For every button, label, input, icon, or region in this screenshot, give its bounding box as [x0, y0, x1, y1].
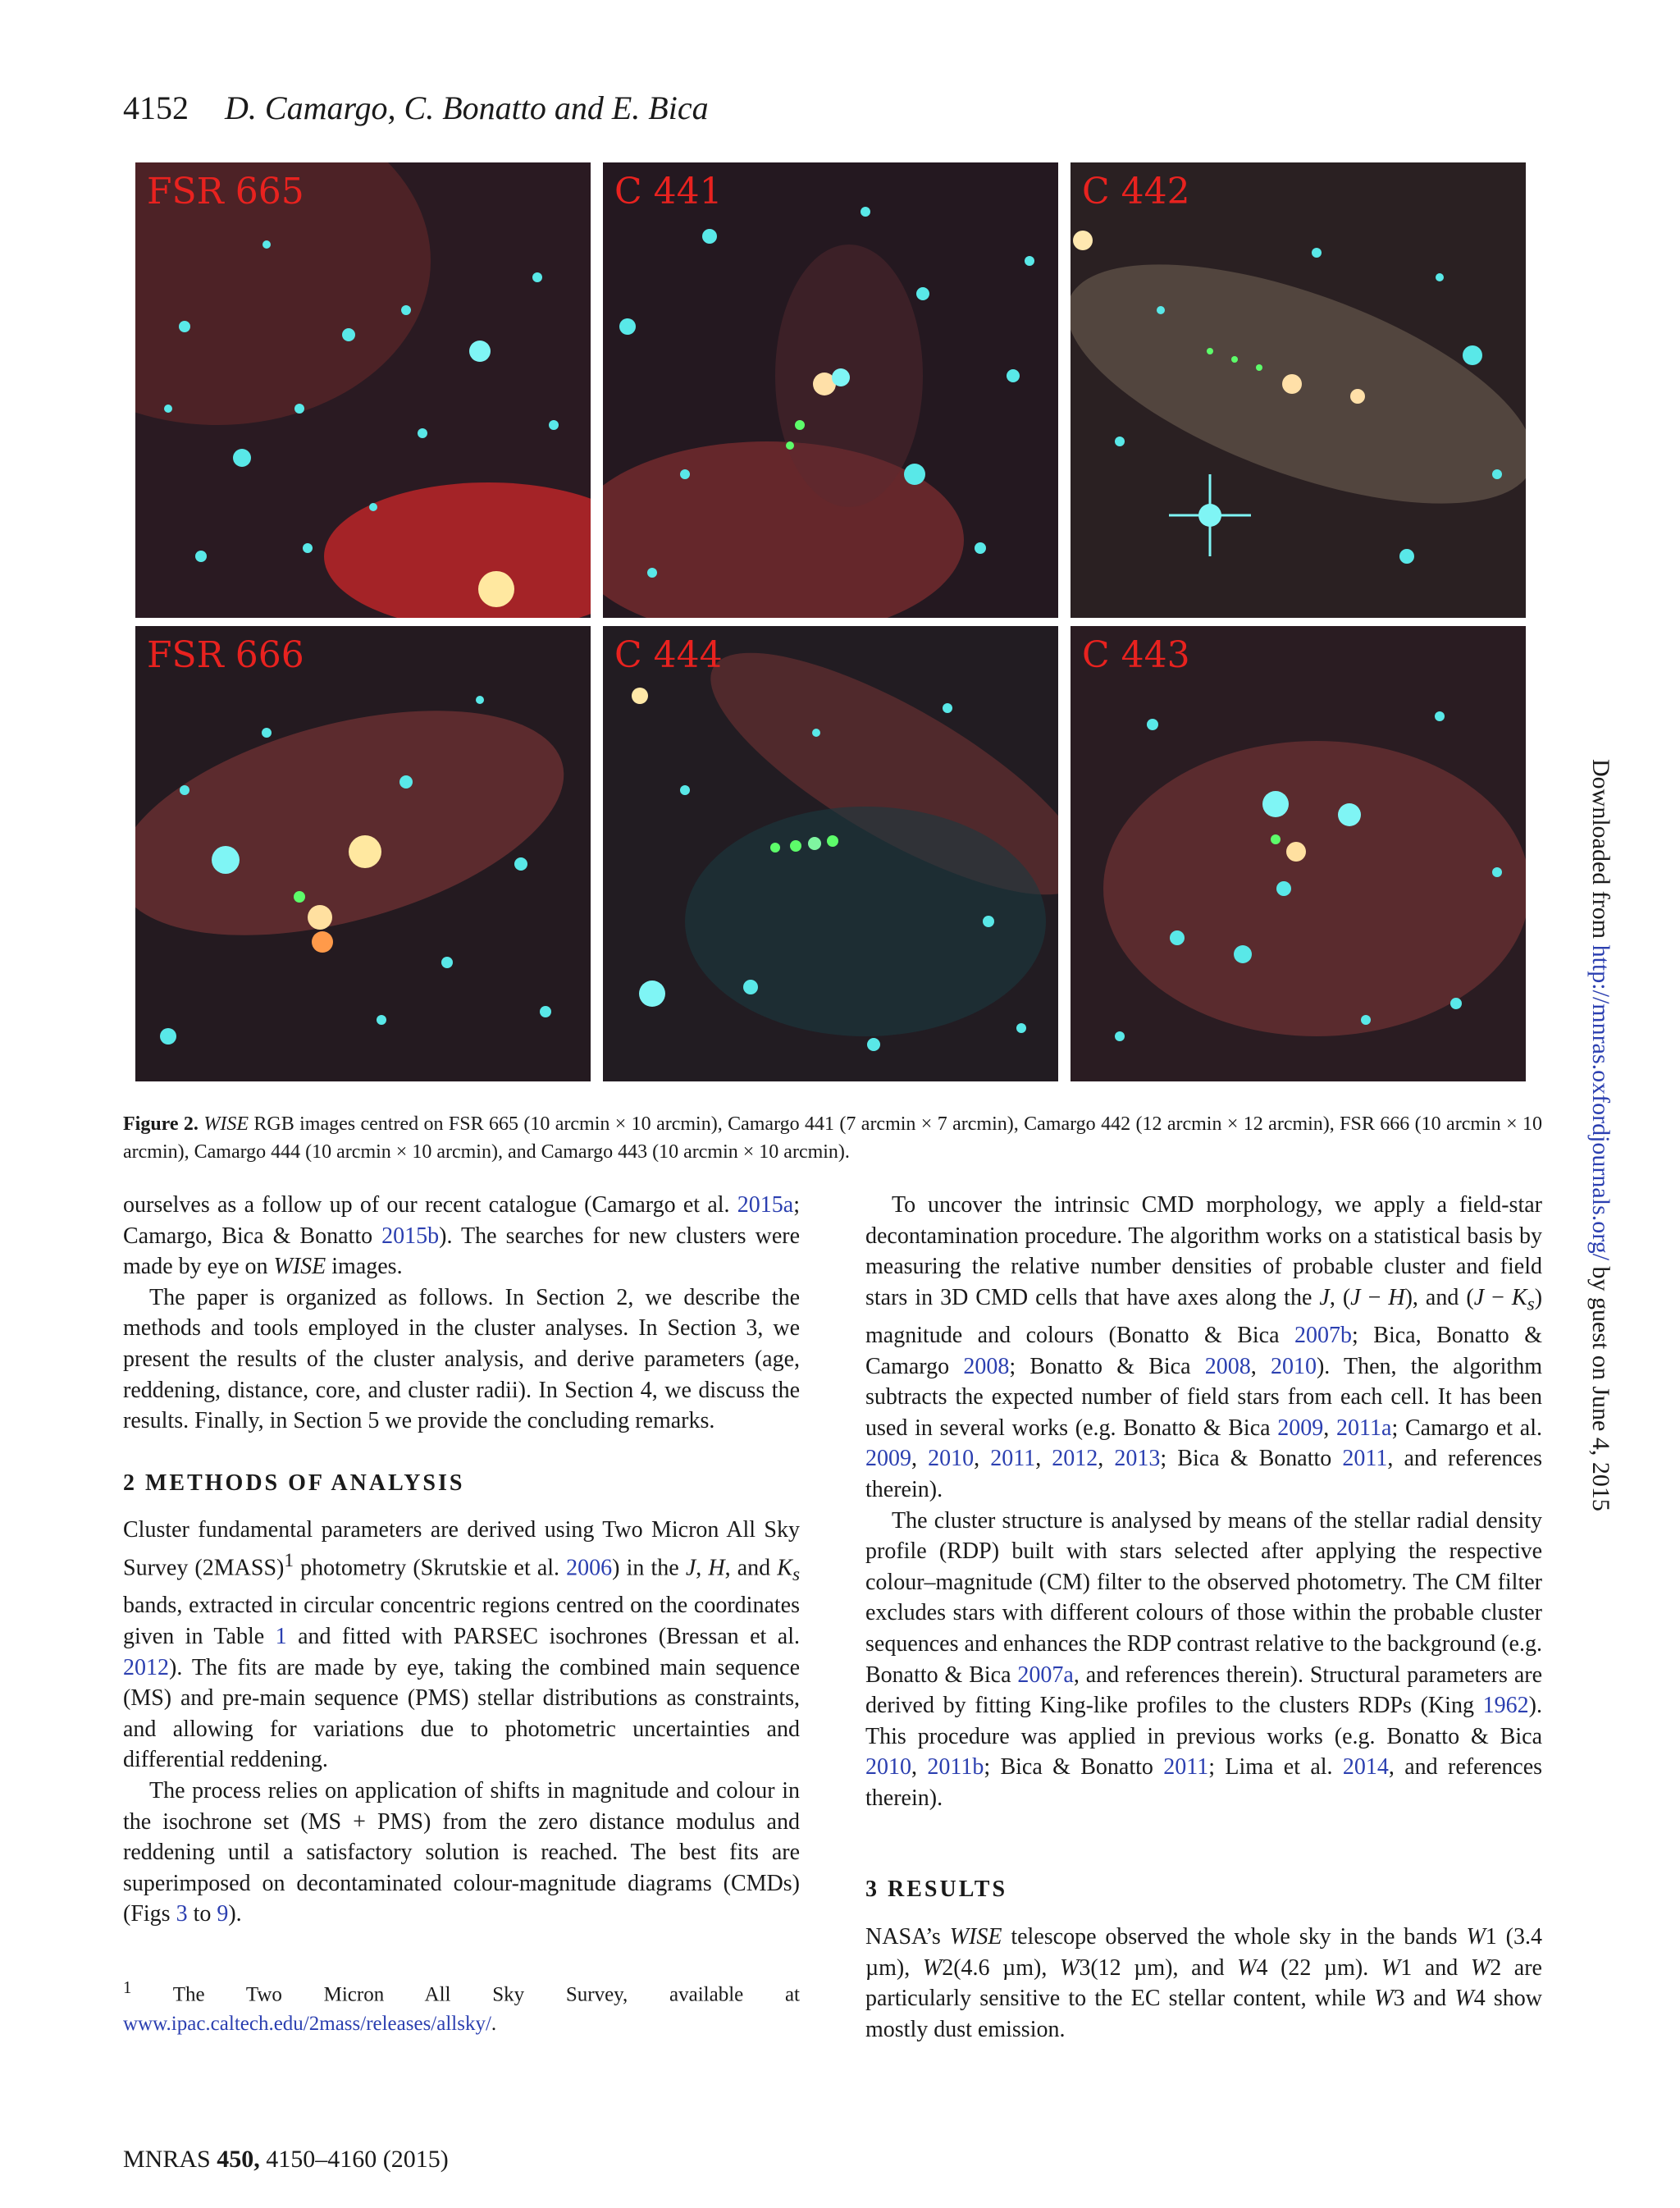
caption-text: RGB images centred on FSR 665 (10 arcmin × 10 arcmin), Camargo 441 (7 arcmin × 7 arcmin), Camargo 442 (12 arcmin × 12 arcmin), FSR 666 (10 arcmin × 10 arcmin), Camargo 444 (10 arcmin × 10 arcmin), and Camargo 443 (10 arcmin × 10 arcmin). — [123, 1113, 1542, 1163]
citation-link[interactable]: 2010 — [928, 1446, 975, 1472]
citation-link[interactable]: 2011b — [927, 1754, 984, 1781]
download-link[interactable]: http://mnras.oxfordjournals.org/ — [1587, 944, 1614, 1261]
image-panel-c442 — [1071, 162, 1526, 618]
text: ). Then, the algorithm subtracts the expected number of field stars from each cell. It has been used in several works (e.g. Bonatto & Bica — [865, 1353, 1542, 1441]
footnote — [123, 1973, 800, 2039]
citation-link[interactable]: 2011 — [1342, 1446, 1388, 1472]
sky-image-c442 — [1071, 162, 1526, 618]
text: telescope observed the whole sky in the bands — [1002, 1924, 1467, 1950]
text: ). The fits are made by eye, taking the combined main sequence (MS) and pre-main sequence (PMS) stellar distributions as constraints, and allowing for variations due to photometric uncertainties and differential reddening. — [123, 1654, 800, 1773]
running-authors: D. Camargo, C. Bonatto and E. Bica — [225, 89, 709, 126]
section-heading-2: 2 METHODS OF ANALYSIS — [123, 1470, 465, 1496]
left-column — [123, 1190, 800, 2039]
image-panel-c441 — [603, 162, 1058, 618]
text: J — [1473, 1284, 1485, 1310]
text: ; Camargo et al. — [1391, 1415, 1542, 1441]
text: 3(12 µm), and — [1079, 1954, 1238, 1981]
download-sidebar — [1586, 759, 1614, 1511]
citation-link[interactable]: 2012 — [123, 1654, 169, 1680]
figure-caption — [123, 1110, 1542, 1166]
text: 1 (3.4 µm), — [865, 1924, 1542, 1981]
citation-link[interactable]: 2008 — [1204, 1353, 1251, 1379]
text: , and references therein). — [865, 1446, 1542, 1502]
text: , — [1323, 1415, 1337, 1441]
paragraph: The paper is organized as follows. In Section 2, we describe the methods and tools employed in the cluster analyses. In Section 3, we present the results of the cluster analysis, and derive parameters (age, reddening, distance, core, and cluster radii). In Section 4, we discuss the results. Finally, in Section 5 we provide the concluding remarks. — [123, 1284, 800, 1434]
text: The Two Micron All Sky Survey, available at — [131, 1983, 800, 2006]
sky-image-c441 — [603, 162, 1058, 618]
text: H — [708, 1555, 725, 1581]
text: 2 are particularly sensitive to the EC stellar content, while — [865, 1954, 1542, 2012]
text: Cluster fundamental parameters are derived using Two Micron All Sky Survey (2MASS) — [123, 1517, 800, 1581]
caption-wise: WISE — [203, 1113, 249, 1135]
running-header — [123, 89, 709, 127]
text: images. — [326, 1254, 403, 1280]
paragraph — [123, 1515, 800, 1776]
text: , — [696, 1555, 709, 1581]
panel-label: C 443 — [1082, 634, 1190, 676]
text: H — [1388, 1284, 1405, 1310]
text: J — [685, 1555, 696, 1581]
text: The cluster structure is analysed by means of the stellar radial density profile (RDP) built with stars selected after applying the respective colour–magnitude (CM) filter to the observed photometry. The CM filter excludes stars with different colours of those within the probable cluster sequences and enhances the RDP contrast relative to the background (e.g. Bonatto & Bica — [865, 1507, 1542, 1688]
text: W — [1059, 1954, 1080, 1981]
text: , and references therein). — [865, 1754, 1543, 1811]
citation-link[interactable]: 2011 — [990, 1446, 1036, 1472]
sky-image-c443 — [1071, 626, 1526, 1081]
text: ourselves as a follow up of our recent catalogue (Camargo et al. — [123, 1192, 737, 1218]
text: ; Camargo, Bica & Bonatto — [123, 1192, 800, 1249]
citation-link[interactable]: 2009 — [865, 1446, 911, 1472]
panel-label: C 442 — [1082, 171, 1190, 213]
text: ). The searches for new clusters were made by eye on — [123, 1223, 800, 1280]
text: , — [974, 1446, 991, 1472]
citation-link[interactable]: 2007a — [1017, 1662, 1074, 1688]
citation-link[interactable]: 2015b — [381, 1223, 440, 1249]
citation-link[interactable]: 2011a — [1336, 1415, 1392, 1441]
text: W — [1374, 1986, 1394, 2012]
footnote-link[interactable]: www.ipac.caltech.edu/2mass/releases/allsky/ — [123, 2013, 491, 2036]
image-panel-fsr666 — [135, 626, 591, 1081]
text: ) magnitude and colours (Bonatto & Bica — [865, 1284, 1543, 1348]
text: 1 and — [1400, 1954, 1471, 1981]
text: 3 and — [1393, 1986, 1455, 2012]
text: Downloaded from — [1587, 759, 1614, 945]
text: W — [1237, 1954, 1257, 1981]
text: ) in the — [612, 1555, 686, 1581]
text: , — [1098, 1446, 1115, 1472]
text: , and references therein). Structural parameters are derived by fitting King-like profiles to the clusters RDPs (King — [865, 1662, 1542, 1719]
citation-link[interactable]: 2012 — [1052, 1446, 1098, 1472]
text: K — [777, 1555, 792, 1581]
text: WISE — [949, 1924, 1002, 1950]
page-number: 4152 — [123, 89, 189, 126]
journal-volume: 450, — [217, 2146, 260, 2173]
paragraph — [865, 1190, 1542, 1506]
text: bands, extracted in circular concentric regions centred on the coordinates given in Table — [123, 1593, 800, 1650]
text: . — [491, 2013, 497, 2036]
page-footer — [123, 2146, 449, 2174]
text: J — [1350, 1284, 1361, 1310]
citation-link[interactable]: 2009 — [1277, 1415, 1324, 1441]
right-column — [865, 1190, 1542, 2045]
citation-link[interactable]: 2015a — [737, 1192, 794, 1218]
text: s — [792, 1563, 801, 1585]
text: ). This procedure was applied in previous works (e.g. Bonatto & Bica — [865, 1693, 1542, 1749]
text: s — [1527, 1293, 1535, 1315]
text: To uncover the intrinsic CMD morphology, we apply a field-star decontamination procedure. The algorithm works on a statistical basis by measuring the relative number densities of probable cluster and field stars in 3D CMD cells that have axes along the — [865, 1192, 1542, 1310]
paragraph — [123, 1190, 800, 1282]
citation-link[interactable]: 2010 — [1270, 1353, 1317, 1379]
image-panel-c444 — [603, 626, 1058, 1081]
text: − — [1484, 1284, 1512, 1310]
text: photometry (Skrutskie et al. — [294, 1555, 567, 1581]
paragraph — [865, 1922, 1542, 2045]
text: , and — [724, 1555, 778, 1581]
sky-image-fsr666 — [135, 626, 591, 1081]
text: ; Bica, Bonatto & Camargo — [865, 1322, 1543, 1379]
citation-link[interactable]: 2013 — [1114, 1446, 1161, 1472]
text: The process relies on application of shifts in magnitude and colour in the isochrone set (MS + PMS) from the zero distance modulus and reddening until a satisfactory solution is reached. The best fits are superimposed on decontaminated colour-magnitude diagrams (CMDs) (Figs — [123, 1778, 800, 1927]
citation-link[interactable]: 2011 — [1163, 1754, 1209, 1781]
text: − — [1360, 1284, 1389, 1310]
text: by guest on June 4, 2015 — [1587, 1260, 1614, 1511]
sky-image-c444 — [603, 626, 1058, 1081]
citation-link[interactable]: 1962 — [1482, 1693, 1529, 1719]
panel-label: C 441 — [614, 171, 723, 213]
caption-label: Figure 2. — [123, 1113, 199, 1135]
table-link[interactable]: 1 — [275, 1624, 287, 1650]
citation-link[interactable]: 2008 — [963, 1353, 1010, 1379]
text: ). — [228, 1901, 242, 1927]
text: W — [1454, 1986, 1474, 2012]
text: 2(4.6 µm), — [942, 1954, 1060, 1981]
panel-label: FSR 666 — [147, 634, 304, 676]
text: W — [922, 1954, 943, 1981]
text: 4 (22 µm). — [1256, 1954, 1381, 1981]
text: , — [911, 1754, 928, 1781]
figure-link[interactable]: 9 — [217, 1901, 229, 1927]
text: ; Bica & Bonatto — [1160, 1446, 1343, 1472]
image-panel-fsr665 — [135, 162, 591, 618]
text: K — [1511, 1284, 1527, 1310]
text: W — [1470, 1954, 1491, 1981]
text: 4 show mostly dust emission. — [865, 1986, 1542, 2042]
text: , — [911, 1446, 929, 1472]
paragraph — [123, 1776, 800, 1930]
section-heading-3: 3 RESULTS — [865, 1877, 1008, 1903]
text: WISE — [273, 1254, 326, 1280]
sky-image-fsr665 — [135, 162, 591, 618]
text: J — [1319, 1284, 1330, 1310]
citation-link[interactable]: 2014 — [1342, 1754, 1389, 1781]
footnote-marker: 1 — [123, 1977, 132, 1997]
text: ; Bonatto & Bica — [1009, 1353, 1205, 1379]
text: ; Bica & Bonatto — [984, 1754, 1164, 1781]
text: W — [1466, 1924, 1486, 1950]
text: , ( — [1329, 1284, 1351, 1310]
figure-2 — [135, 162, 1526, 1081]
panel-label: C 444 — [614, 634, 723, 676]
text: ), and ( — [1404, 1284, 1474, 1310]
text: , — [1250, 1353, 1271, 1379]
text: ; Lima et al. — [1208, 1754, 1343, 1781]
text: and fitted with PARSEC isochrones (Bressan et al. — [286, 1624, 800, 1650]
panel-label: FSR 665 — [147, 171, 304, 213]
image-panel-c443 — [1071, 626, 1526, 1081]
text: W — [1381, 1954, 1401, 1981]
citation-link[interactable]: 2010 — [865, 1754, 911, 1781]
text: NASA’s — [865, 1924, 950, 1950]
citation-link[interactable]: 2007b — [1294, 1322, 1353, 1348]
citation-link[interactable]: 2006 — [566, 1555, 613, 1581]
text: to — [187, 1901, 217, 1927]
footnote-marker: 1 — [284, 1549, 294, 1571]
journal-name: MNRAS — [123, 2146, 217, 2173]
figure-link[interactable]: 3 — [176, 1901, 188, 1927]
journal-pages: 4150–4160 (2015) — [259, 2146, 449, 2173]
paragraph — [865, 1506, 1542, 1814]
text: , — [1035, 1446, 1052, 1472]
